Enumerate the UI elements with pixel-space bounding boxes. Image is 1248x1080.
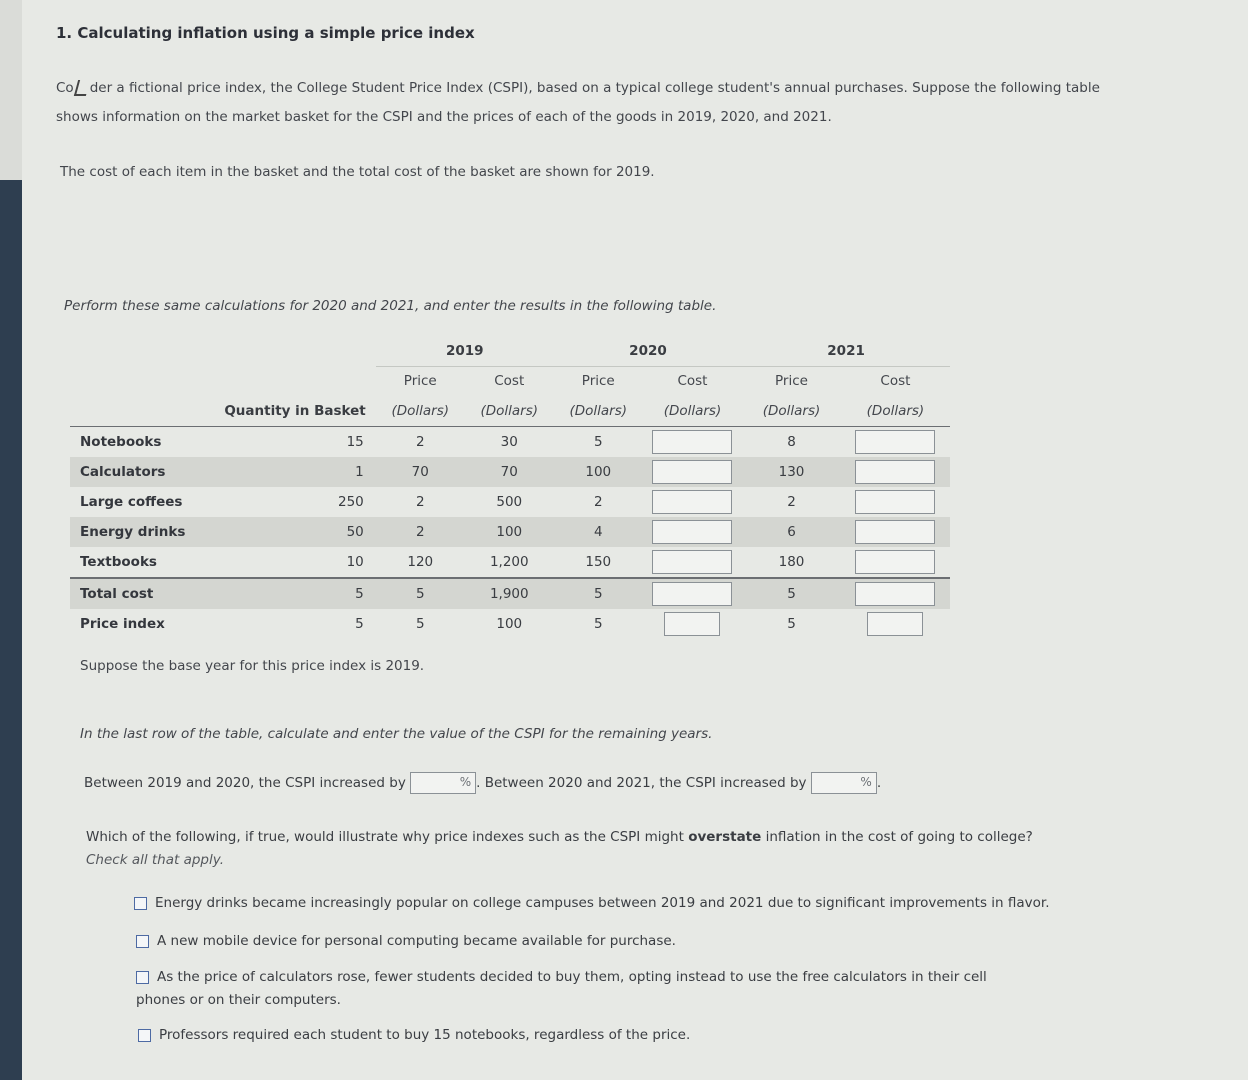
last-row-note: In the last row of the table, calculate and enter the value of the CSPI for the remaining years. — [80, 726, 713, 742]
intro-rest: der a fictional price index, the College Student Price Index (CSPI), based on a typical college student's annual purchases. Suppose the following table shows information on the market basket for the CSPI and the prices of each of the goods in 2019, 2020, and 2021. — [56, 80, 1100, 125]
cost-2020-input[interactable] — [652, 430, 732, 454]
year-header-row — [70, 336, 950, 366]
pct-second-label: . Between 2020 and 2021, the CSPI increased by — [476, 775, 807, 791]
price-2019-cell: 2 — [415, 494, 425, 510]
total-cost-2020-input[interactable] — [652, 582, 732, 606]
table-row — [70, 487, 950, 517]
unit-header: (Dollars) — [554, 396, 643, 427]
cost-2020-input[interactable] — [652, 490, 732, 514]
row-label: Calculators — [70, 457, 199, 487]
table-row — [70, 427, 950, 458]
price-2021-cell: 5 — [742, 578, 841, 609]
option-calculators[interactable] — [136, 966, 1036, 1012]
option-notebooks[interactable] — [138, 1024, 690, 1047]
pct-first-label: Between 2019 and 2020, the CSPI increased by — [84, 775, 406, 791]
total-cost-row — [70, 578, 950, 609]
total-cost-2021-input[interactable] — [855, 582, 935, 606]
prompt-post: inflation in the cost of going to college? — [761, 829, 1033, 845]
cost-header: Cost — [880, 373, 911, 390]
row-label: Large coffees — [80, 494, 183, 510]
unit-header: (Dollars) — [841, 396, 950, 427]
price-2019-cell: 5 — [376, 578, 465, 609]
price-2019-cell: 70 — [376, 457, 465, 487]
intro-paragraph — [56, 74, 1136, 132]
row-label: Energy drinks — [70, 517, 199, 547]
prompt-pre: Which of the following, if true, would illustrate why price indexes such as the CSPI might — [86, 829, 689, 845]
unit-header: (Dollars) — [465, 396, 554, 427]
checkbox[interactable] — [136, 935, 149, 948]
row-label: Notebooks — [80, 434, 162, 450]
quantity-cell: 250 — [337, 494, 364, 510]
row-label: Total cost — [70, 578, 199, 609]
price-index-2021-input[interactable] — [867, 612, 923, 636]
option-energy-drinks[interactable] — [134, 892, 1050, 915]
cspi-table — [70, 336, 950, 639]
cost-2020-input[interactable] — [652, 520, 732, 544]
year-2020-header: 2020 — [554, 336, 742, 366]
percent-sign: % — [459, 775, 472, 789]
table-row — [70, 457, 950, 487]
price-2019-cell: 2 — [376, 517, 465, 547]
total-cost-2019-cell: 1,900 — [465, 578, 554, 609]
unit-header: (Dollars) — [742, 396, 841, 427]
cost-2019-cell: 70 — [465, 457, 554, 487]
price-2019-cell: 5 — [415, 616, 425, 632]
overstate-question — [86, 826, 1076, 872]
col-header-row-2 — [70, 396, 950, 427]
price-index-2019-cell: 100 — [496, 616, 523, 632]
price-header: Price — [581, 373, 615, 390]
option-label: As the price of calculators rose, fewer students decided to buy them, opting instead to use the free calculators in their cell phones or on their computers. — [136, 969, 987, 1008]
quantity-cell: 10 — [346, 554, 364, 570]
cost-2021-input[interactable] — [855, 550, 935, 574]
price-2021-cell: 6 — [742, 517, 841, 547]
perform-note: Perform these same calculations for 2020 and 2021, and enter the results in the following table. — [64, 298, 717, 314]
cost-2019-cell: 500 — [496, 494, 523, 510]
pct-end: . — [876, 775, 882, 791]
cost-header: Cost — [677, 373, 708, 390]
option-label: A new mobile device for personal computing became available for purchase. — [157, 933, 676, 949]
price-index-2020-input[interactable] — [664, 612, 720, 636]
option-label: Professors required each student to buy 15 notebooks, regardless of the price. — [159, 1027, 691, 1043]
price-2021-cell: 5 — [787, 616, 796, 632]
price-2020-cell: 5 — [554, 578, 643, 609]
cost-2021-input[interactable] — [855, 490, 935, 514]
price-2020-cell: 150 — [585, 554, 612, 570]
unit-header: (Dollars) — [376, 396, 465, 427]
option-label: Energy drinks became increasingly popular on college campuses between 2019 and 2021 due to significant improvements in flavor. — [155, 895, 1050, 911]
pct-2019-2020-input[interactable] — [410, 772, 476, 794]
cost-2019-cell: 100 — [465, 517, 554, 547]
unit-header: (Dollars) — [643, 396, 742, 427]
checkbox[interactable] — [136, 971, 149, 984]
left-dark-bar — [0, 180, 22, 1080]
check-all-hint: Check all that apply. — [86, 852, 224, 868]
price-2019-cell: 2 — [415, 434, 425, 450]
price-2021-cell: 2 — [787, 494, 796, 510]
percent-sign: % — [860, 775, 872, 789]
checkbox[interactable] — [138, 1029, 151, 1042]
price-2020-cell: 5 — [593, 434, 603, 450]
quantity-header: Quantity in Basket — [199, 396, 376, 427]
pct-2020-2021-input[interactable] — [811, 772, 877, 794]
price-2020-cell: 4 — [554, 517, 643, 547]
base-year-note: Suppose the base year for this price index is 2019. — [80, 658, 425, 674]
cost-2019-cell: 30 — [500, 434, 518, 450]
year-2019-header: 2019 — [376, 336, 554, 366]
price-header: Price — [775, 373, 808, 390]
percent-change-line — [84, 772, 881, 794]
quantity-cell: 15 — [346, 434, 364, 450]
price-2021-cell: 8 — [787, 434, 796, 450]
price-2019-cell: 120 — [407, 554, 434, 570]
cost-header: Cost — [494, 373, 525, 390]
option-mobile-device[interactable] — [136, 930, 676, 953]
quantity-cell: 1 — [199, 457, 376, 487]
question-title: 1. Calculating inflation using a simple price index — [56, 24, 475, 42]
table-row — [70, 547, 950, 578]
row-label: Price index — [80, 616, 165, 632]
cost-2021-input[interactable] — [855, 520, 935, 544]
row-label: Textbooks — [80, 554, 157, 570]
prompt-bold: overstate — [688, 829, 762, 845]
intro-start: Co — [56, 80, 74, 96]
year-2021-header: 2021 — [742, 336, 950, 366]
price-header: Price — [403, 373, 437, 390]
price-2021-cell: 180 — [778, 554, 805, 570]
mouse-cursor-icon — [74, 80, 90, 96]
price-2021-cell: 130 — [742, 457, 841, 487]
quantity-cell: 5 — [355, 616, 364, 632]
question-page — [22, 0, 1248, 1080]
checkbox[interactable] — [134, 897, 147, 910]
price-index-row — [70, 609, 950, 639]
cost-2021-input[interactable] — [855, 460, 935, 484]
price-2020-cell: 2 — [593, 494, 603, 510]
quantity-cell: 50 — [199, 517, 376, 547]
cost-2021-input[interactable] — [855, 430, 935, 454]
cost-note: The cost of each item in the basket and the total cost of the basket are shown for 2019. — [60, 164, 655, 180]
table-row — [70, 517, 950, 547]
col-header-row-1 — [70, 366, 950, 396]
cost-2019-cell: 1,200 — [489, 554, 529, 570]
price-2020-cell: 5 — [593, 616, 603, 632]
quantity-cell: 5 — [199, 578, 376, 609]
price-2020-cell: 100 — [554, 457, 643, 487]
cost-2020-input[interactable] — [652, 550, 732, 574]
cost-2020-input[interactable] — [652, 460, 732, 484]
